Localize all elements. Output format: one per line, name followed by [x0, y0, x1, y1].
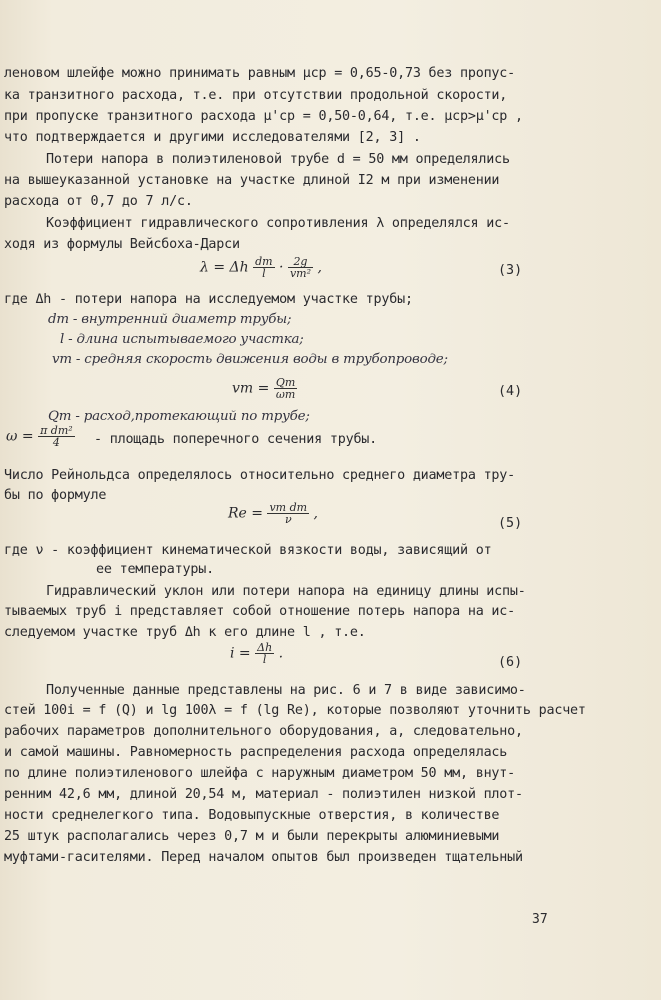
text-line: на вышеуказанной установке на участке длиной I2 м при изменении	[4, 173, 500, 188]
equation-4	[232, 377, 297, 400]
eq6-num: Δh	[257, 641, 273, 654]
text-line: - площадь поперечного сечения трубы.	[94, 432, 378, 447]
text-line: Число Рейнольдса определялось относительно среднего диаметра тру-	[4, 468, 516, 483]
equation-5	[228, 502, 318, 525]
omega-lhs: ω =	[6, 428, 34, 445]
equation-number: (4)	[498, 384, 523, 399]
eq6-den: l	[255, 653, 274, 665]
omega-fraction	[38, 425, 75, 448]
text-line: при пропуске транзитного расхода μ'ср = 0,50-0,64, т.е. μср>μ'ср ,	[4, 109, 523, 124]
text-line: стей 100i = f (Q) и lg 100λ = f (lg Re), которые позволяют уточнить расчет	[4, 703, 586, 718]
text-line: рабочих параметров дополнительного оборудования, а, следовательно,	[4, 724, 523, 739]
equation-6	[230, 642, 283, 665]
text-line: муфтами-гасителями. Перед началом опытов был произведен тщательный	[4, 850, 523, 865]
eq3-f2-den: vт²	[289, 267, 311, 280]
eq5-fraction	[267, 502, 309, 525]
text-line: бы по формуле	[4, 488, 107, 503]
text-line: следуемом участке труб Δh к его длине l , т.е.	[4, 625, 366, 640]
text-line: 25 штук располагались через 0,7 м и были перекрыты алюминиевыми	[4, 829, 500, 844]
text-line: по длине полиэтиленового шлейфа с наружным диаметром 50 мм, внут-	[4, 766, 516, 781]
equation-number: (3)	[498, 263, 523, 278]
text-line: ее температуры.	[96, 562, 214, 577]
eq5-lhs: Re =	[228, 505, 264, 522]
eq3-end: ,	[317, 259, 322, 276]
page-number: 37	[532, 912, 548, 927]
text-line: леновом шлейфе можно принимать равным μср = 0,65-0,73 без пропус-	[4, 66, 516, 81]
text-line: Коэффициент гидравлического сопротивления λ определялся ис-	[46, 216, 510, 231]
eq6-end: .	[278, 645, 284, 662]
eq4-lhs: vт =	[232, 380, 270, 397]
omega-den: 4	[38, 436, 75, 448]
text-line: и самой машины. Равномерность распределения расхода определялась	[4, 745, 508, 760]
text-line: Потери напора в полиэтиленовой трубе d = 50 мм определялись	[46, 152, 510, 167]
text-line: где ν - коэффициент кинематической вязкости воды, зависящий от	[4, 543, 492, 558]
equation-number: (6)	[498, 655, 523, 670]
text-line: Гидравлический уклон или потери напора на единицу длины испы-	[46, 584, 526, 599]
eq3-dot: ·	[279, 259, 284, 276]
text-line: тываемых труб i представляет собой отношение потерь напора на ис-	[4, 604, 516, 619]
text-line: Полученные данные представлены на рис. 6 и 7 в виде зависимо-	[46, 683, 526, 698]
text-line: ности среднелегкого типа. Водовыпускные отверстия, в количестве	[4, 808, 500, 823]
text-line: l - длина испытываемого участка;	[60, 332, 304, 347]
eq4-num: Qт	[275, 376, 296, 389]
eq3-fraction-1	[253, 256, 274, 279]
text-line: Qт - расход,протекающий по трубе;	[48, 409, 310, 424]
equation-3	[200, 256, 322, 279]
text-line: где Δh - потери напора на исследуемом участке трубы;	[4, 292, 413, 307]
text-line: ходя из формулы Вейсбоха-Дарси	[4, 237, 240, 252]
text-line: расхода от 0,7 до 7 л/с.	[4, 194, 193, 209]
eq5-end: ,	[313, 505, 318, 522]
eq3-f1-num: dт	[255, 255, 273, 268]
eq3-fraction-2	[288, 256, 313, 279]
eq6-lhs: i =	[230, 645, 251, 662]
text-line: dт - внутренний диаметр трубы;	[48, 312, 292, 327]
text-line: ренним 42,6 мм, длиной 20,54 м, материал - полиэтилен низкой плот-	[4, 787, 523, 802]
eq4-fraction	[274, 377, 297, 400]
eq3-f2-num: 2g	[293, 255, 308, 268]
eq4-den: ωт	[274, 388, 297, 400]
text-line: ка транзитного расхода, т.е. при отсутствии продольной скорости,	[4, 88, 508, 103]
eq3-f1-den: l	[253, 267, 274, 279]
eq5-den: ν	[267, 513, 309, 525]
eq6-fraction	[255, 642, 274, 665]
text-line: что подтверждается и другими исследователями [2, 3] .	[4, 130, 421, 145]
omega-num: π dт²	[40, 424, 73, 437]
text-line: vт - средняя скорость движения воды в трубопроводе;	[52, 352, 448, 367]
equation-number: (5)	[498, 516, 523, 531]
eq5-num: vт dт	[269, 501, 308, 514]
eq3-lhs: λ = Δh	[200, 259, 249, 276]
omega-formula	[6, 425, 75, 448]
